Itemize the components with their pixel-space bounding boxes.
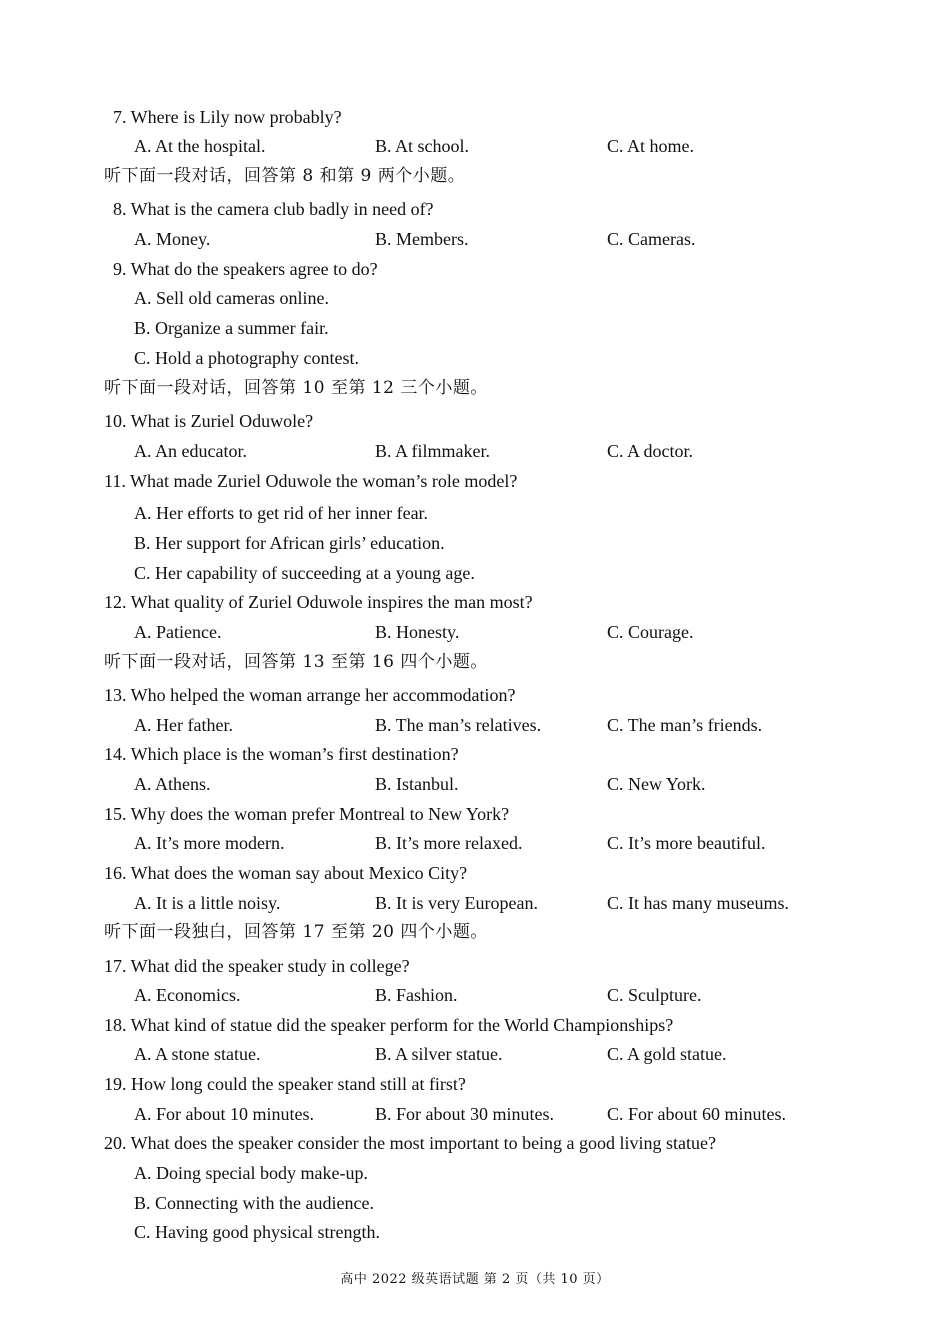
page-footer: 高中 2022 级英语试题 第 2 页（共 10 页） <box>340 1272 610 1287</box>
option-13a: A. Her father. <box>134 715 233 735</box>
option-14a: A. Athens. <box>134 774 211 794</box>
question-8: 8. What is the camera club badly in need of? <box>113 199 434 219</box>
question-14: 14. Which place is the woman’s first destination? <box>104 744 459 764</box>
section-instruction-3: 听下面一段对话，回答第 13 至第 16 四个小题。 <box>104 652 488 672</box>
option-8b: B. Members. <box>375 229 469 249</box>
option-11c: C. Her capability of succeeding at a young age. <box>134 563 475 583</box>
option-17c: C. Sculpture. <box>607 985 702 1005</box>
option-19a: A. For about 10 minutes. <box>134 1104 314 1124</box>
question-15: 15. Why does the woman prefer Montreal to New York? <box>104 804 510 824</box>
option-7a: A. At the hospital. <box>134 136 266 156</box>
option-12a: A. Patience. <box>134 622 222 642</box>
option-15a: A. It’s more modern. <box>134 833 285 853</box>
option-18a: A. A stone statue. <box>134 1044 261 1064</box>
option-20a: A. Doing special body make-up. <box>134 1163 368 1183</box>
option-10a: A. An educator. <box>134 441 247 461</box>
option-14c: C. New York. <box>607 774 706 794</box>
option-10b: B. A filmmaker. <box>375 441 490 461</box>
option-17b: B. Fashion. <box>375 985 458 1005</box>
question-10: 10. What is Zuriel Oduwole? <box>104 411 314 431</box>
question-18: 18. What kind of statue did the speaker perform for the World Championships? <box>104 1015 674 1035</box>
option-7b: B. At school. <box>375 136 470 156</box>
option-16c: C. It has many museums. <box>607 893 789 913</box>
question-9: 9. What do the speakers agree to do? <box>113 259 378 279</box>
option-9b: B. Organize a summer fair. <box>134 318 329 338</box>
option-14b: B. Istanbul. <box>375 774 459 794</box>
option-19b: B. For about 30 minutes. <box>375 1104 554 1124</box>
option-16b: B. It is very European. <box>375 893 538 913</box>
option-19c: C. For about 60 minutes. <box>607 1104 786 1124</box>
option-8a: A. Money. <box>134 229 211 249</box>
option-18b: B. A silver statue. <box>375 1044 503 1064</box>
option-15c: C. It’s more beautiful. <box>607 833 766 853</box>
option-13b: B. The man’s relatives. <box>375 715 542 735</box>
question-11: 11. What made Zuriel Oduwole the woman’s role model? <box>104 471 518 491</box>
option-9a: A. Sell old cameras online. <box>134 288 329 308</box>
option-11a: A. Her efforts to get rid of her inner fear. <box>134 503 429 523</box>
section-instruction-2: 听下面一段对话，回答第 10 至第 12 三个小题。 <box>104 378 488 398</box>
option-9c: C. Hold a photography contest. <box>134 348 359 368</box>
option-16a: A. It is a little noisy. <box>134 893 281 913</box>
question-17: 17. What did the speaker study in college? <box>104 956 410 976</box>
option-13c: C. The man’s friends. <box>607 715 763 735</box>
option-15b: B. It’s more relaxed. <box>375 833 523 853</box>
question-13: 13. Who helped the woman arrange her accommodation? <box>104 685 516 705</box>
option-12b: B. Honesty. <box>375 622 460 642</box>
question-16: 16. What does the woman say about Mexico City? <box>104 863 468 883</box>
question-7: 7. Where is Lily now probably? <box>113 107 342 127</box>
option-20c: C. Having good physical strength. <box>134 1222 380 1242</box>
option-10c: C. A doctor. <box>607 441 694 461</box>
question-19: 19. How long could the speaker stand still at first? <box>104 1074 466 1094</box>
question-12: 12. What quality of Zuriel Oduwole inspires the man most? <box>104 592 533 612</box>
option-8c: C. Cameras. <box>607 229 696 249</box>
section-instruction-4: 听下面一段独白，回答第 17 至第 20 四个小题。 <box>104 922 488 942</box>
option-12c: C. Courage. <box>607 622 694 642</box>
option-17a: A. Economics. <box>134 985 241 1005</box>
option-18c: C. A gold statue. <box>607 1044 727 1064</box>
question-20: 20. What does the speaker consider the most important to being a good living statue? <box>104 1133 717 1153</box>
option-11b: B. Her support for African girls’ education. <box>134 533 445 553</box>
option-20b: B. Connecting with the audience. <box>134 1193 374 1213</box>
section-instruction-1: 听下面一段对话，回答第 8 和第 9 两个小题。 <box>104 166 466 186</box>
option-7c: C. At home. <box>607 136 695 156</box>
